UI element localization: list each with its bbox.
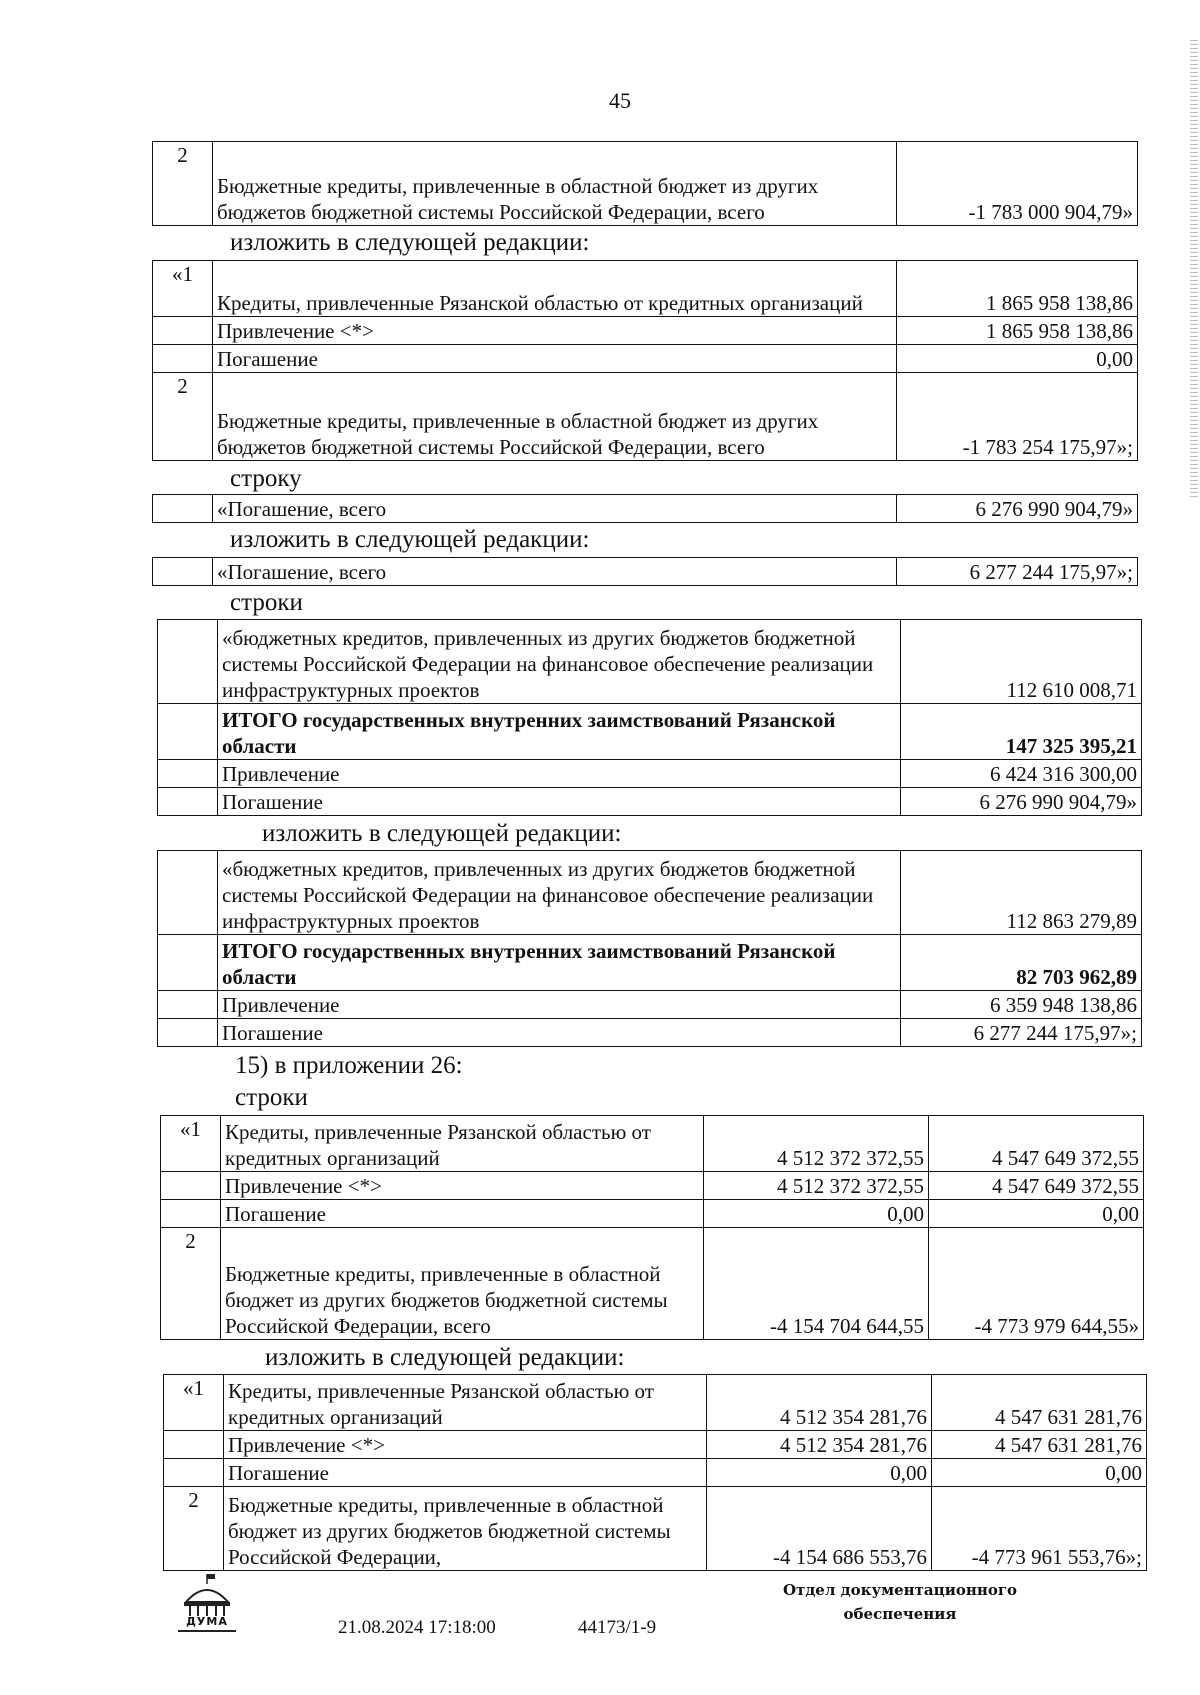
row-number <box>158 704 218 760</box>
row-value-1: 0,00 <box>704 1200 929 1228</box>
row-value: -1 783 254 175,97»; <box>897 373 1138 461</box>
row-text: ИТОГО государственных внутренних заимствований Рязанской области <box>218 704 901 760</box>
row-text: Бюджетные кредиты, привлеченные в областной бюджет из других бюджетов бюджетной системы Российской Федерации, <box>224 1487 707 1571</box>
row-value: 6 277 244 175,97»; <box>901 1019 1142 1047</box>
row-value: 6 276 990 904,79» <box>897 495 1138 523</box>
row-number: «1 <box>161 1116 221 1172</box>
row-value: 0,00 <box>897 345 1138 373</box>
row-number <box>153 317 213 345</box>
row-value-1: 4 512 372 372,55 <box>704 1116 929 1172</box>
table-row <box>158 1019 1142 1047</box>
row-value: 6 424 316 300,00 <box>901 760 1142 788</box>
row-value: 6 359 948 138,86 <box>901 991 1142 1019</box>
row-value: 6 277 244 175,97»; <box>897 558 1138 586</box>
row-text: Погашение <box>224 1459 707 1487</box>
footer-dept-line1: Отдел документационного <box>782 1581 1018 1599</box>
row-text: Бюджетные кредиты, привлеченные в областной бюджет из других бюджетов бюджетной системы Российской Федерации, всего <box>213 373 897 461</box>
row-text: Привлечение <box>218 991 901 1019</box>
row-value: -1 783 000 904,79» <box>897 142 1138 226</box>
table-block4 <box>152 557 1138 586</box>
row-value-1: 4 512 354 281,76 <box>707 1431 932 1459</box>
row-number <box>153 345 213 373</box>
row-value-2: 0,00 <box>932 1459 1147 1487</box>
caption-line: строку <box>230 465 302 492</box>
row-value-2: 0,00 <box>929 1200 1144 1228</box>
footer-department <box>760 1578 1040 1626</box>
row-text: «бюджетных кредитов, привлеченных из других бюджетов бюджетной системы Российской Федерации на финансовое обеспечение реализации инфраструктурных проектов <box>218 851 901 935</box>
table-row <box>164 1459 1147 1487</box>
row-text: «Погашение, всего <box>213 558 897 586</box>
row-value-2: 4 547 631 281,76 <box>932 1375 1147 1431</box>
table-row <box>161 1200 1144 1228</box>
row-text: Привлечение <*> <box>221 1172 704 1200</box>
table-block8 <box>163 1374 1147 1571</box>
row-value: 112 863 279,89 <box>901 851 1142 935</box>
row-number <box>153 558 213 586</box>
row-number <box>158 760 218 788</box>
table-row <box>153 558 1138 586</box>
table-row <box>158 760 1142 788</box>
row-number <box>153 495 213 523</box>
table-block6 <box>157 850 1142 1047</box>
row-number: 2 <box>153 373 213 461</box>
row-number <box>158 788 218 816</box>
duma-logo <box>172 1572 242 1636</box>
row-text: Привлечение <box>218 760 901 788</box>
row-number: 2 <box>153 142 213 226</box>
footer-dept-line2: обеспечения <box>843 1605 957 1623</box>
row-value-2: -4 773 961 553,76»; <box>932 1487 1147 1571</box>
caption-edit-2: изложить в следующей редакции: <box>230 526 590 553</box>
table-row <box>161 1228 1144 1340</box>
row-text: Бюджетные кредиты, привлеченные в областной бюджет из других бюджетов бюджетной системы Российской Федерации, всего <box>213 142 897 226</box>
row-number <box>164 1431 224 1459</box>
caption-lines-2: строки <box>235 1084 308 1111</box>
row-text: Погашение <box>218 788 901 816</box>
row-value: 1 865 958 138,86 <box>897 317 1138 345</box>
table-row <box>158 704 1142 760</box>
row-text: Привлечение <*> <box>224 1431 707 1459</box>
caption-edit-1: изложить в следующей редакции: <box>230 229 590 256</box>
row-number <box>164 1459 224 1487</box>
row-value-2: 4 547 649 372,55 <box>929 1172 1144 1200</box>
table-row <box>164 1487 1147 1571</box>
row-value-1: -4 154 704 644,55 <box>704 1228 929 1340</box>
table-row <box>158 620 1142 704</box>
table-row <box>164 1431 1147 1459</box>
row-number: 2 <box>161 1228 221 1340</box>
footer-doc-number: 44173/1-9 <box>578 1617 657 1638</box>
row-number: «1 <box>153 261 213 317</box>
table-row <box>158 788 1142 816</box>
row-text: Кредиты, привлеченные Рязанской областью от кредитных организаций <box>213 261 897 317</box>
row-value: 6 276 990 904,79» <box>901 788 1142 816</box>
page-number: 45 <box>609 88 631 113</box>
caption-edit-4: изложить в следующей редакции: <box>265 1344 625 1371</box>
table-block7 <box>160 1115 1144 1340</box>
row-text: «Погашение, всего <box>213 495 897 523</box>
table-row <box>153 495 1138 523</box>
row-number <box>158 1019 218 1047</box>
table-row <box>153 345 1138 373</box>
row-text: ИТОГО государственных внутренних заимствований Рязанской области <box>218 935 901 991</box>
table-row <box>153 261 1138 317</box>
row-value: 112 610 008,71 <box>901 620 1142 704</box>
table-row <box>161 1116 1144 1172</box>
logo-text: ДУМА <box>186 1615 228 1628</box>
row-value-1: 0,00 <box>707 1459 932 1487</box>
table-row <box>161 1172 1144 1200</box>
table-block5 <box>157 619 1142 816</box>
row-text: Погашение <box>218 1019 901 1047</box>
row-value-1: -4 154 686 553,76 <box>707 1487 932 1571</box>
table-row <box>158 851 1142 935</box>
row-number <box>161 1200 221 1228</box>
row-text: Бюджетные кредиты, привлеченные в областной бюджет из других бюджетов бюджетной системы Российской Федерации, всего <box>221 1228 704 1340</box>
row-number <box>158 935 218 991</box>
table-block3 <box>152 494 1138 523</box>
row-value-2: -4 773 979 644,55» <box>929 1228 1144 1340</box>
row-number <box>158 620 218 704</box>
caption-lines: строки <box>230 589 303 616</box>
row-value-1: 4 512 372 372,55 <box>704 1172 929 1200</box>
row-text: «бюджетных кредитов, привлеченных из других бюджетов бюджетной системы Российской Федерации на финансовое обеспечение реализации инфраструктурных проектов <box>218 620 901 704</box>
table-row <box>153 373 1138 461</box>
table-block2 <box>152 260 1138 461</box>
row-value: 147 325 395,21 <box>901 704 1142 760</box>
row-text: Погашение <box>213 345 897 373</box>
row-number: «1 <box>164 1375 224 1431</box>
row-value: 1 865 958 138,86 <box>897 261 1138 317</box>
row-number <box>161 1172 221 1200</box>
row-number <box>158 851 218 935</box>
row-value-1: 4 512 354 281,76 <box>707 1375 932 1431</box>
row-text: Погашение <box>221 1200 704 1228</box>
row-text: Кредиты, привлеченные Рязанской областью от кредитных организаций <box>221 1116 704 1172</box>
caption-edit-3: изложить в следующей редакции: <box>262 820 622 847</box>
row-value: 82 703 962,89 <box>901 935 1142 991</box>
caption-appendix: 15) в приложении 26: <box>235 1052 463 1079</box>
row-value-2: 4 547 631 281,76 <box>932 1431 1147 1459</box>
table-row <box>158 991 1142 1019</box>
table-row <box>153 142 1138 226</box>
row-number: 2 <box>164 1487 224 1571</box>
table-row <box>158 935 1142 991</box>
table-block1 <box>152 141 1138 226</box>
scan-edge-artifact <box>1190 40 1198 500</box>
row-value-2: 4 547 649 372,55 <box>929 1116 1144 1172</box>
table-row <box>153 317 1138 345</box>
row-text: Кредиты, привлеченные Рязанской областью от кредитных организаций <box>224 1375 707 1431</box>
footer-datetime: 21.08.2024 17:18:00 <box>338 1617 496 1638</box>
row-number <box>158 991 218 1019</box>
table-row <box>164 1375 1147 1431</box>
row-text: Привлечение <*> <box>213 317 897 345</box>
